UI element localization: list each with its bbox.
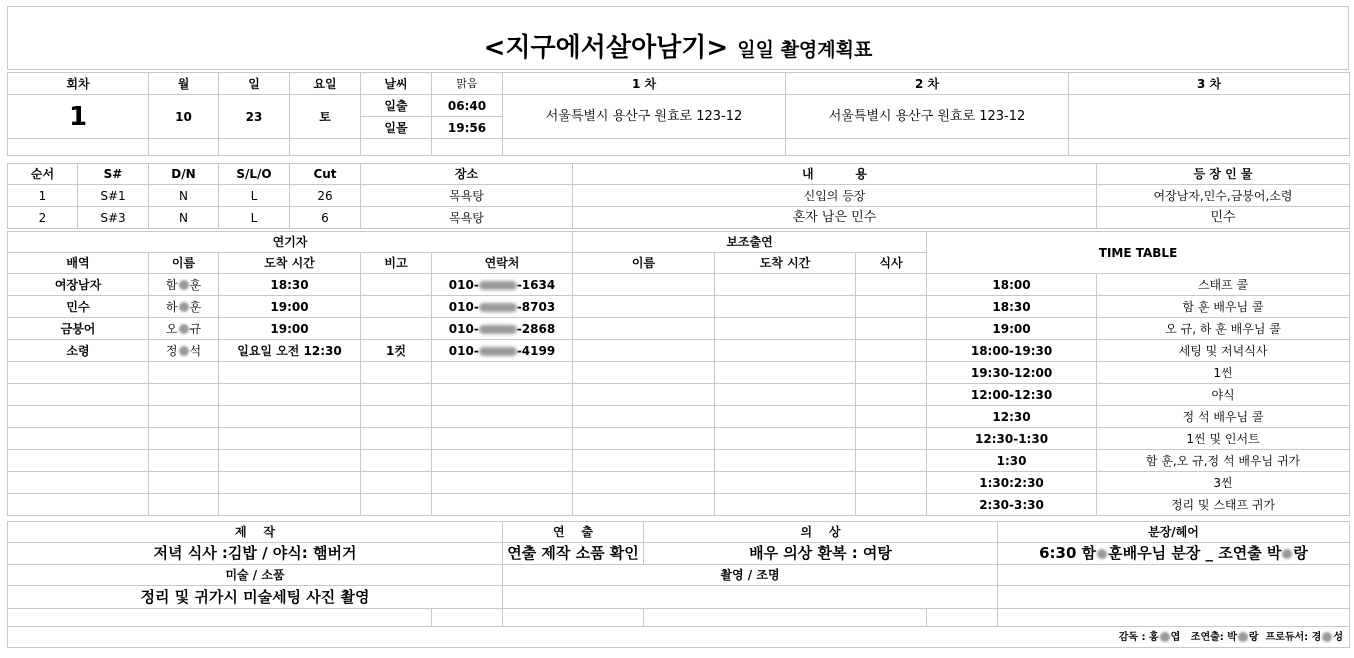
production-note: 저녁 식사 :김밥 / 야식: 햄버거 [8, 543, 503, 565]
department-table [7, 521, 1350, 648]
timetable-time: 12:30 [927, 406, 1097, 428]
schedule-title [7, 6, 1349, 70]
actor-name: 함 훈 [149, 274, 219, 296]
timetable-event: 함 훈 배우님 콜 [1097, 296, 1350, 318]
scene-order: 2 [8, 207, 78, 229]
makeup-header: 분장/헤어 [998, 522, 1350, 543]
actor-arrival: 19:00 [219, 318, 361, 340]
actor-role: 여장남자 [8, 274, 149, 296]
timetable-time: 12:30-1:30 [927, 428, 1097, 450]
meal-header: 식사 [856, 253, 927, 274]
scene-order: 1 [8, 185, 78, 207]
actor-contact: 010- -1634 [432, 274, 573, 296]
costume-header: 의 상 [644, 522, 998, 543]
first-location: 서울특별시 용산구 원효로 123-12 [503, 95, 786, 139]
day-value: 23 [219, 95, 290, 139]
scene-cast: 여장남자,민수,금붕어,소령 [1097, 185, 1350, 207]
scene-header: S# [78, 164, 149, 185]
weekday-value: 토 [290, 95, 361, 139]
scene-number: S#3 [78, 207, 149, 229]
table-row [8, 318, 1350, 340]
extra-arrival-header: 도착 시간 [715, 253, 856, 274]
extras-title: 보조출연 [573, 232, 927, 253]
art-header: 미술 / 소품 [8, 565, 503, 586]
actor-note [361, 296, 432, 318]
timetable-event: 1씬 [1097, 362, 1350, 384]
place-header: 장소 [361, 164, 573, 185]
actor-role: 소령 [8, 340, 149, 362]
timetable-time: 19:30-12:00 [927, 362, 1097, 384]
month-value: 10 [149, 95, 219, 139]
timetable-event: 1씬 및 인서트 [1097, 428, 1350, 450]
scene-place: 목욕탕 [361, 185, 573, 207]
timetable-event: 세팅 및 저녁식사 [1097, 340, 1350, 362]
cut-header: Cut [290, 164, 361, 185]
timetable-time: 1:30 [927, 450, 1097, 472]
directing-header: 연 출 [503, 522, 644, 543]
table-row [8, 494, 1350, 516]
day-header: 일 [219, 73, 290, 95]
title-sub: 일일 촬영계획표 [737, 39, 873, 61]
production-header: 제 작 [8, 522, 503, 543]
scene-cut: 6 [290, 207, 361, 229]
timetable-event: 야식 [1097, 384, 1350, 406]
weather-header: 날씨 [361, 73, 432, 95]
title-main: <지구에서살아남기> [483, 33, 729, 63]
actor-note [361, 318, 432, 340]
third-location-header: 3 차 [1069, 73, 1350, 95]
third-location [1069, 95, 1350, 139]
order-header: 순서 [8, 164, 78, 185]
contact-header: 연락처 [432, 253, 573, 274]
timetable-event: 오 규, 하 훈 배우님 콜 [1097, 318, 1350, 340]
actor-name: 하 훈 [149, 296, 219, 318]
actor-name-header: 이름 [149, 253, 219, 274]
actor-note: 1컷 [361, 340, 432, 362]
table-row [8, 406, 1350, 428]
table-row [8, 296, 1350, 318]
sunrise-label: 일출 [361, 95, 432, 117]
signature-line: 감독 : 홍 엽 조연출: 박 랑 프로듀서: 경 성 [8, 627, 1350, 648]
table-row [8, 384, 1350, 406]
content-header: 내 용 [573, 164, 1097, 185]
dn-header: D/N [149, 164, 219, 185]
table-row [8, 274, 1350, 296]
timetable-time: 19:00 [927, 318, 1097, 340]
weekday-header: 요일 [290, 73, 361, 95]
timetable-time: 18:00 [927, 274, 1097, 296]
table-row [8, 450, 1350, 472]
makeup-note: 6:30 함 훈배우님 분장 _ 조연출 박 랑 [998, 543, 1350, 565]
scene-content: 혼자 남은 민수 [573, 207, 1097, 229]
session-header: 회차 [8, 73, 149, 95]
table-row [8, 428, 1350, 450]
actor-contact: 010- -2868 [432, 318, 573, 340]
cast-header: 등 장 인 물 [1097, 164, 1350, 185]
sunset-label: 일몰 [361, 117, 432, 139]
extra-name-header: 이름 [573, 253, 715, 274]
timetable-event: 정 석 배우님 콜 [1097, 406, 1350, 428]
camera-header: 촬영 / 조명 [503, 565, 998, 586]
slo-header: S/L/O [219, 164, 290, 185]
actor-arrival: 18:30 [219, 274, 361, 296]
timetable-time: 1:30:2:30 [927, 472, 1097, 494]
actor-name: 정 석 [149, 340, 219, 362]
scene-number: S#1 [78, 185, 149, 207]
note-header: 비고 [361, 253, 432, 274]
scene-content: 신입의 등장 [573, 185, 1097, 207]
role-header: 배역 [8, 253, 149, 274]
second-location: 서울특별시 용산구 원효로 123-12 [786, 95, 1069, 139]
actor-arrival: 19:00 [219, 296, 361, 318]
timetable-time: 12:00-12:30 [927, 384, 1097, 406]
timetable-time: 18:00-19:30 [927, 340, 1097, 362]
actor-arrival-header: 도착 시간 [219, 253, 361, 274]
sunset-value: 19:56 [432, 117, 503, 139]
table-row [8, 362, 1350, 384]
session-value: 1 [8, 95, 149, 139]
costume-note: 배우 의상 환복 : 여탕 [644, 543, 998, 565]
table-row [8, 472, 1350, 494]
actor-role: 금붕어 [8, 318, 149, 340]
timetable-title: TIME TABLE [927, 232, 1350, 274]
scene-place: 목욕탕 [361, 207, 573, 229]
scene-dn: N [149, 207, 219, 229]
scene-cast: 민수 [1097, 207, 1350, 229]
timetable-time: 2:30-3:30 [927, 494, 1097, 516]
table-row [8, 207, 1350, 229]
info-table [7, 72, 1350, 156]
timetable-event: 정리 및 스태프 귀가 [1097, 494, 1350, 516]
scene-dn: N [149, 185, 219, 207]
timetable-event: 함 훈,오 규,정 석 배우님 귀가 [1097, 450, 1350, 472]
timetable-event: 스태프 콜 [1097, 274, 1350, 296]
scene-slo: L [219, 207, 290, 229]
timetable-event: 3씬 [1097, 472, 1350, 494]
actor-arrival: 일요일 오전 12:30 [219, 340, 361, 362]
actor-contact: 010- -8703 [432, 296, 573, 318]
month-header: 월 [149, 73, 219, 95]
art-note: 정리 및 귀가시 미술세팅 사진 촬영 [8, 586, 503, 609]
scene-slo: L [219, 185, 290, 207]
first-location-header: 1 차 [503, 73, 786, 95]
actor-note [361, 274, 432, 296]
cast-timetable-table [7, 231, 1350, 516]
actors-title: 연기자 [8, 232, 573, 253]
timetable-time: 18:30 [927, 296, 1097, 318]
table-row [8, 340, 1350, 362]
weather-value: 맑음 [432, 73, 503, 95]
table-row [8, 185, 1350, 207]
actor-role: 민수 [8, 296, 149, 318]
scene-cut: 26 [290, 185, 361, 207]
sunrise-value: 06:40 [432, 95, 503, 117]
actor-name: 오 규 [149, 318, 219, 340]
scene-table [7, 163, 1350, 229]
camera-note [503, 586, 998, 609]
directing-note: 연출 제작 소품 확인 [503, 543, 644, 565]
second-location-header: 2 차 [786, 73, 1069, 95]
actor-contact: 010- -4199 [432, 340, 573, 362]
